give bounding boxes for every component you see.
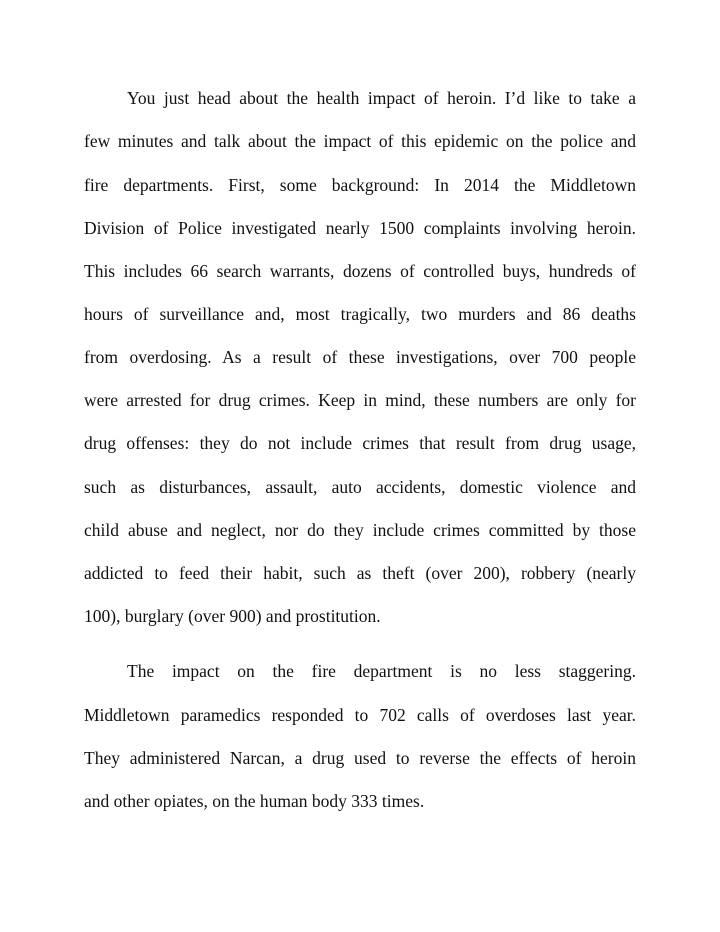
paragraph-line: addicted to feed their habit, such as theft (over 200), robbery (nearly <box>84 563 636 583</box>
paragraph-line: They administered Narcan, a drug used to reverse the effects of heroin <box>84 748 636 768</box>
paragraph-line: Division of Police investigated nearly 1500 complaints involving heroin. <box>84 218 636 238</box>
paragraph-line: Middletown paramedics responded to 702 calls of overdoses last year. <box>84 705 636 725</box>
paragraph-line: The impact on the fire department is no less staggering. <box>127 661 636 681</box>
paragraph-line: and other opiates, on the human body 333 times. <box>84 791 425 811</box>
paragraph-line: hours of surveillance and, most tragically, two murders and 86 deaths <box>84 304 636 324</box>
paragraph-line: child abuse and neglect, nor do they include crimes committed by those <box>84 520 636 540</box>
paragraph-line: fire departments. First, some background: In 2014 the Middletown <box>84 175 636 195</box>
paragraph-line: You just head about the health impact of heroin. I’d like to take a <box>127 88 636 108</box>
paragraph-line: were arrested for drug crimes. Keep in mind, these numbers are only for <box>84 390 636 410</box>
paragraph-line: such as disturbances, assault, auto accidents, domestic violence and <box>84 477 636 497</box>
paragraph-line: drug offenses: they do not include crimes that result from drug usage, <box>84 433 636 453</box>
paragraph-line: 100), burglary (over 900) and prostitution. <box>84 606 381 626</box>
paragraph-line: from overdosing. As a result of these investigations, over 700 people <box>84 347 636 367</box>
paragraph-line: This includes 66 search warrants, dozens of controlled buys, hundreds of <box>84 261 636 281</box>
paragraph-line: few minutes and talk about the impact of this epidemic on the police and <box>84 131 636 151</box>
